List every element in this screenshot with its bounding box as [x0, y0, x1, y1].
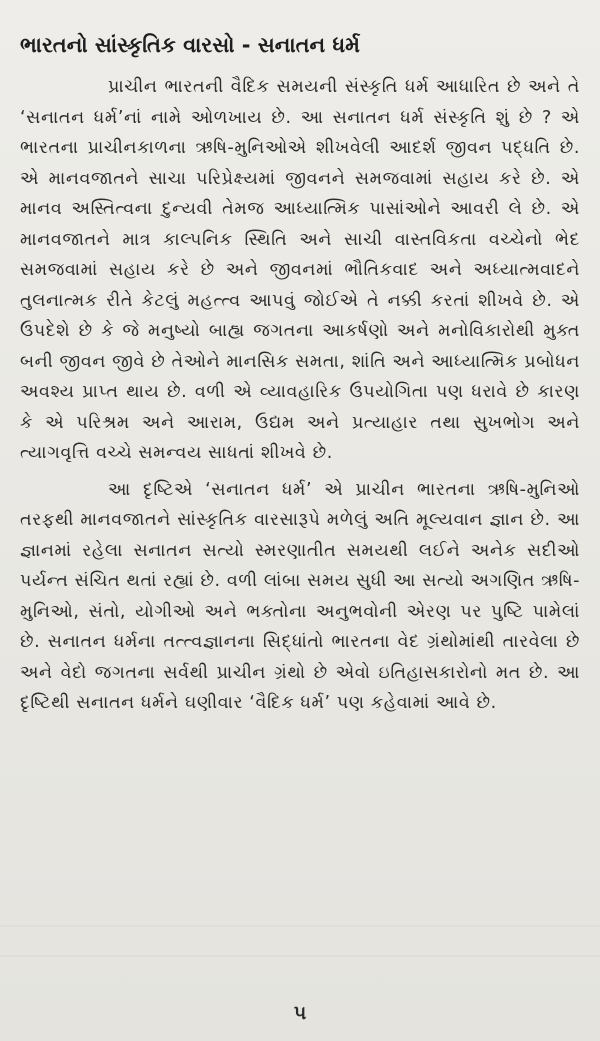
page-number: ૫: [293, 1002, 307, 1024]
page-content: [20, 30, 580, 719]
show-through-text: [0, 925, 600, 985]
paragraph-2: આ દૃષ્ટિએ ‘સનાતન ધર્મ’ એ પ્રાચીન ભારતના ઋષિ-મુનિઓ તરફથી માનવજાતને સાંસ્કૃતિક વારસારૂપે મળેલું અતિ મૂલ્યવાન જ્ઞાન છે. આ જ્ઞાનમાં રહેલા સનાતન સત્યો સ્મરણાતીત સમયથી લઈને અનેક સદીઓ પર્યન્ત સંચિત થતાં રહ્યાં છે. વળી લાંબા સમય સુધી આ સત્યો અગણિત ઋષિ-મુનિઓ, સંતો, યોગીઓ અને ભક્તોના અનુભવોની એરણ પર પુષ્ટિ પામેલાં છે. સનાતન ધર્મના તત્ત્વજ્ઞાનના સિદ્ધાંતો ભારતના વેદ ગ્રંથોમાંથી તારવેલા છે અને વેદો જગતના સર્વથી પ્રાચીન ગ્રંથો છે એવો ઇતિહાસકારોનો મત છે. આ દૃષ્ટિથી સનાતન ધર્મને ઘણીવાર ‘વૈદિક ધર્મ’ પણ કહેવામાં આવે છે.: [20, 479, 580, 713]
paragraph-1: પ્રાચીન ભારતની વૈદિક સમયની સંસ્કૃતિ ધર્મ આધારિત છે અને તે ‘સનાતન ધર્મ’નાં નામે ઓળખાય છે. આ સનાતન ધર્મ સંસ્કૃતિ શું છે ? એ ભારતના પ્રાચીનકાળના ઋષિ-મુનિઓએ શીખવેલી આદર્શ જીવન પદ્ધતિ છે. એ માનવજાતને સાચા પરિપ્રેક્ષ્યમાં જીવનને સમજવામાં સહાય કરે છે. એ માનવ અસ્તિત્વના દુન્યવી તેમજ આધ્યાત્મિક પાસાંઓને આવરી લે છે. એ માનવજાતને માત્ર કાલ્પનિક સ્થિતિ અને સાચી વાસ્તવિકતા વચ્ચેનો ભેદ સમજવામાં સહાય કરે છે અને જીવનમાં ભૌતિકવાદ અને અધ્યાત્મવાદને તુલનાત્મક રીતે કેટલું મહત્ત્વ આપવું જોઈએ તે નક્કી કરતાં શીખવે છે. એ ઉપદેશે છે કે જે મનુષ્યો બાહ્ય જગતના આકર્ષણો અને મનોવિકારોથી મુક્ત બની જીવન જીવે છે તેઓને માનસિક સમતા, શાંતિ અને આધ્યાત્મિક પ્રબોધન અવશ્ય પ્રાપ્ત થાય છે. વળી એ વ્યાવહારિક ઉપયોગિતા પણ ધરાવે છે કારણ કે એ પરિશ્રમ અને આરામ, ઉદ્યમ અને પ્રત્યાહાર તથા સુખભોગ અને ત્યાગવૃત્તિ વચ્ચે સમન્વય સાધતાં શીખવે છે.: [20, 77, 580, 463]
chapter-heading: ભારતનો સાંસ્કૃતિક વારસો - સનાતન ધર્મ: [20, 33, 360, 57]
